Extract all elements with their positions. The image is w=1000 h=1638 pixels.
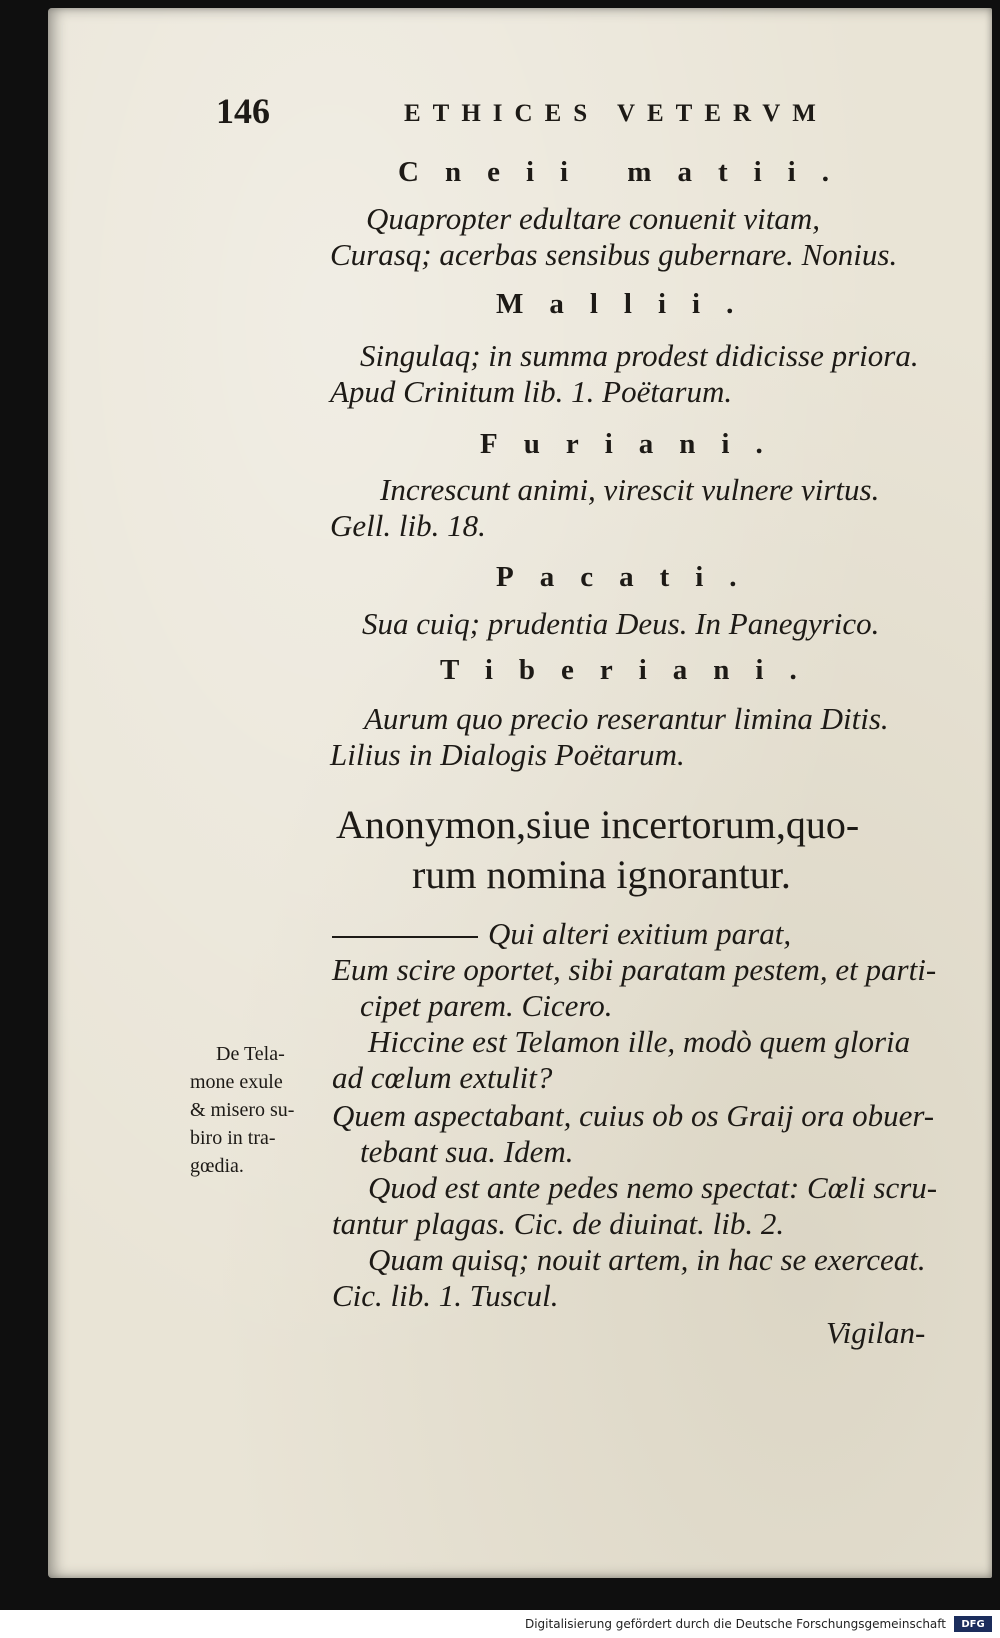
marginal-note: mone exule xyxy=(190,1071,283,1093)
verse-line: Quod est ante pedes nemo spectat: Cœli scru- xyxy=(368,1170,938,1205)
marginal-note: De Tela- xyxy=(216,1043,285,1065)
book-page xyxy=(48,8,992,1578)
verse-line: Quam quisq; nouit artem, in hac se exerceat. xyxy=(368,1242,926,1277)
verse-line: Cic. lib. 1. Tuscul. xyxy=(332,1278,559,1313)
section-heading: Furiani. xyxy=(480,428,789,460)
page-number: 146 xyxy=(216,91,270,131)
section-heading: Tiberiani. xyxy=(440,654,823,686)
digitization-credit: Digitalisierung gefördert durch die Deutsche Forschungsgemeinschaft xyxy=(524,1617,946,1631)
marginal-note: gœdia. xyxy=(190,1155,244,1177)
verse-line: Eum scire oportet, sibi paratam pestem, et parti- xyxy=(332,952,937,987)
section-heading: Pacati. xyxy=(496,561,763,593)
catchword: Vigilan- xyxy=(826,1315,926,1350)
verse-line: Lilius in Dialogis Poëtarum. xyxy=(330,737,685,772)
section-heading: Cneii matii. xyxy=(398,156,855,188)
section-heading: Mallii. xyxy=(496,288,760,320)
verse-line: Quem aspectabant, cuius ob os Graij ora obuer- xyxy=(332,1098,935,1133)
verse-line: Qui alteri exitium parat, xyxy=(488,916,792,951)
verse-line: tantur plagas. Cic. de diuinat. lib. 2. xyxy=(332,1206,785,1241)
verse-line: Singulaq; in summa prodest didicisse priora. xyxy=(360,338,919,373)
verse-line: Sua cuiq; prudentia Deus. In Panegyrico. xyxy=(362,606,880,641)
verse-line: Quapropter edultare conuenit vitam, xyxy=(366,201,821,236)
verse-line: tebant sua. Idem. xyxy=(360,1134,574,1169)
verse-line: Increscunt animi, virescit vulnere virtus. xyxy=(380,472,880,507)
running-title: ETHICES VETERVM xyxy=(404,100,828,127)
verse-line: ad cœlum extulit? xyxy=(332,1060,553,1095)
verse-line: Aurum quo precio reserantur limina Ditis. xyxy=(364,701,889,736)
anonymon-heading: rum nomina ignorantur. xyxy=(412,852,791,897)
verse-line: cipet parem. Cicero. xyxy=(360,988,613,1023)
verse-line: Curasq; acerbas sensibus gubernare. Nonius. xyxy=(330,237,898,272)
marginal-note: & misero su- xyxy=(190,1099,295,1121)
anonymon-heading: Anonymon,siue incertorum,quo- xyxy=(336,802,860,847)
dfg-logo-icon: DFG xyxy=(954,1616,992,1632)
verse-line: Apud Crinitum lib. 1. Poëtarum. xyxy=(330,374,733,409)
verse-line: Gell. lib. 18. xyxy=(330,508,486,543)
marginal-note: biro in tra- xyxy=(190,1127,276,1149)
verse-line: Hiccine est Telamon ille, modò quem gloria xyxy=(368,1024,911,1059)
ellipsis-dash xyxy=(332,936,478,938)
